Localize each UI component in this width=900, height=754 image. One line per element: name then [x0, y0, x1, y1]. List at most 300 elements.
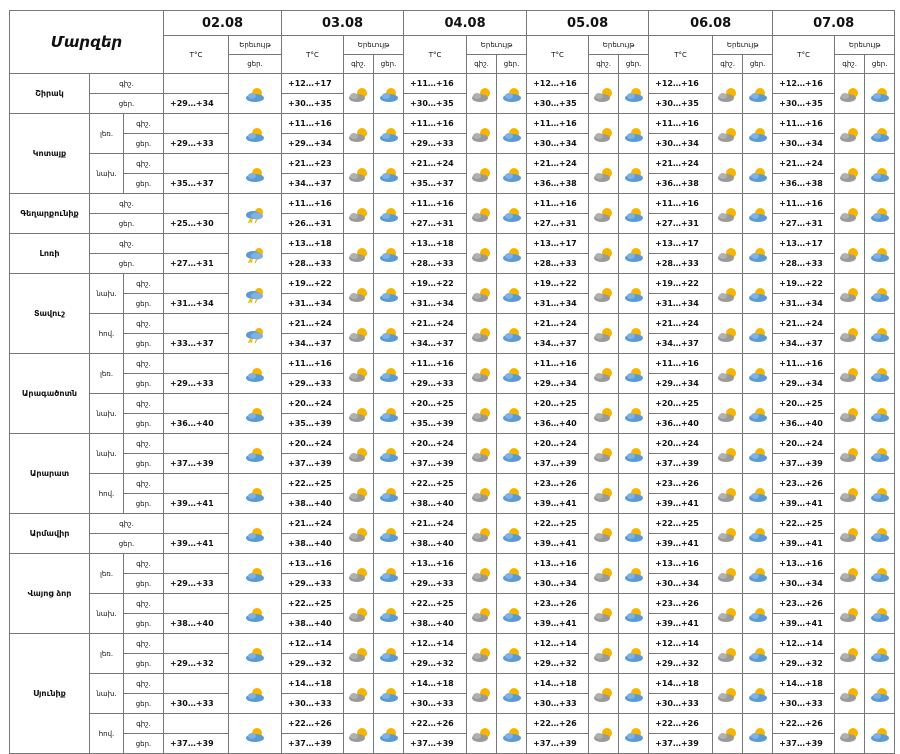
temperature-range: +19…+22	[527, 274, 589, 294]
temperature-range: +14…+18	[404, 674, 467, 694]
temperature-range: +29…+32	[282, 654, 344, 674]
temperature-range: +38…+40	[404, 614, 467, 634]
sun-behind-cloud-icon	[500, 84, 524, 103]
weather-cell	[835, 554, 865, 594]
temperature-range: +11…+16	[527, 114, 589, 134]
sun-behind-cloud-icon	[746, 284, 770, 303]
time-of-day: ցեր.	[90, 534, 164, 554]
temperature-range: +31…+34	[404, 294, 467, 314]
sun-behind-cloud-icon	[500, 204, 524, 223]
weather-cell	[619, 714, 649, 754]
cloud-with-sun-icon	[716, 124, 740, 143]
weather-cell	[374, 514, 404, 554]
thunderstorm-icon	[243, 284, 267, 303]
temperature-range: +11…+16	[649, 354, 713, 374]
temperature-range: +39…+41	[527, 534, 589, 554]
weather-cell	[865, 354, 895, 394]
weather-cell	[713, 714, 743, 754]
time-of-day: գիշ.	[124, 154, 164, 174]
temperature-range: +35…+37	[164, 174, 229, 194]
temperature-range: +21…+24	[282, 314, 344, 334]
cloud-with-sun-icon	[592, 724, 616, 743]
sun-behind-cloud-icon	[243, 484, 267, 503]
temperature-range: +21…+24	[527, 314, 589, 334]
cloud-with-sun-icon	[347, 444, 371, 463]
date-header: 05.08	[527, 11, 649, 36]
phenomena-col-header: Երեւույթ	[467, 36, 527, 55]
weather-cell	[344, 634, 374, 674]
sun-behind-cloud-icon	[500, 524, 524, 543]
table-row	[10, 314, 895, 334]
weather-cell	[467, 514, 497, 554]
sun-behind-cloud-icon	[377, 324, 401, 343]
date-header: 06.08	[649, 11, 773, 36]
sun-behind-cloud-icon	[746, 564, 770, 583]
cloud-with-sun-icon	[347, 204, 371, 223]
sun-behind-cloud-icon	[243, 84, 267, 103]
temperature-range: +29…+32	[404, 654, 467, 674]
sun-behind-cloud-icon	[622, 484, 646, 503]
time-of-day: գիշ.	[124, 554, 164, 574]
weather-cell	[497, 554, 527, 594]
cloud-with-sun-icon	[592, 484, 616, 503]
region-name: Գեղարքունիք	[10, 194, 90, 234]
time-of-day: ցեր.	[124, 494, 164, 514]
sun-behind-cloud-icon	[868, 484, 892, 503]
temperature-range: +29…+34	[164, 94, 229, 114]
sun-behind-cloud-icon	[622, 724, 646, 743]
cloud-with-sun-icon	[470, 684, 494, 703]
cloud-with-sun-icon	[470, 564, 494, 583]
thunderstorm-icon	[243, 244, 267, 263]
cloud-with-sun-icon	[716, 684, 740, 703]
day-subheader: ցեր.	[229, 55, 282, 74]
weather-cell	[743, 154, 773, 194]
weather-cell	[344, 74, 374, 114]
sun-behind-cloud-icon	[746, 644, 770, 663]
weather-cell	[467, 714, 497, 754]
temperature-range: +12…+16	[527, 74, 589, 94]
temperature-range: +36…+40	[164, 414, 229, 434]
weather-cell	[374, 274, 404, 314]
sun-behind-cloud-icon	[377, 84, 401, 103]
temperature-range: +13…+18	[404, 234, 467, 254]
cloud-with-sun-icon	[347, 364, 371, 383]
weather-cell	[467, 114, 497, 154]
temperature-range: +12…+14	[404, 634, 467, 654]
weather-cell	[589, 194, 619, 234]
weather-cell	[619, 114, 649, 154]
table-row	[10, 354, 895, 374]
temp-col-header: T°C	[527, 36, 589, 74]
sun-behind-cloud-icon	[746, 244, 770, 263]
table-row	[10, 394, 895, 414]
cloud-with-sun-icon	[838, 484, 862, 503]
temperature-range: +35…+37	[404, 174, 467, 194]
temperature-range: +22…+25	[282, 594, 344, 614]
cloud-with-sun-icon	[347, 404, 371, 423]
temperature-range: +11…+16	[527, 354, 589, 374]
sun-behind-cloud-icon	[868, 124, 892, 143]
weather-cell	[865, 634, 895, 674]
temperature-range	[164, 394, 229, 414]
weather-cell	[374, 674, 404, 714]
weather-cell	[467, 354, 497, 394]
sun-behind-cloud-icon	[500, 124, 524, 143]
altitude-zone: նախ.	[90, 674, 124, 714]
weather-cell	[467, 434, 497, 474]
cloud-with-sun-icon	[838, 84, 862, 103]
temperature-range: +22…+25	[649, 514, 713, 534]
weather-cell	[619, 514, 649, 554]
cloud-with-sun-icon	[470, 524, 494, 543]
weather-cell	[374, 234, 404, 274]
temperature-range: +11…+16	[649, 114, 713, 134]
sun-behind-cloud-icon	[622, 84, 646, 103]
weather-cell	[229, 674, 282, 714]
temperature-range: +27…+31	[404, 214, 467, 234]
temperature-range	[164, 514, 229, 534]
cloud-with-sun-icon	[470, 724, 494, 743]
cloud-with-sun-icon	[470, 484, 494, 503]
temperature-range: +20…+25	[404, 394, 467, 414]
temperature-range: +31…+34	[527, 294, 589, 314]
temperature-range: +37…+39	[773, 454, 835, 474]
sun-behind-cloud-icon	[746, 484, 770, 503]
cloud-with-sun-icon	[470, 164, 494, 183]
cloud-with-sun-icon	[470, 84, 494, 103]
weather-cell	[374, 594, 404, 634]
temperature-range: +30…+33	[164, 694, 229, 714]
temperature-range: +34…+37	[282, 334, 344, 354]
temp-col-header: T°C	[773, 36, 835, 74]
temperature-range: +12…+16	[649, 74, 713, 94]
time-of-day: ցեր.	[124, 134, 164, 154]
temperature-range: +21…+24	[404, 314, 467, 334]
sun-behind-cloud-icon	[243, 724, 267, 743]
sun-behind-cloud-icon	[622, 124, 646, 143]
temperature-range: +35…+39	[404, 414, 467, 434]
sun-behind-cloud-icon	[377, 484, 401, 503]
weather-cell	[619, 634, 649, 674]
sun-behind-cloud-icon	[377, 644, 401, 663]
region-name: Կոտայք	[10, 114, 90, 194]
temperature-range: +38…+40	[282, 614, 344, 634]
temperature-range: +29…+33	[164, 574, 229, 594]
weather-cell	[344, 594, 374, 634]
time-of-day: գիշ.	[90, 234, 164, 254]
weather-cell	[589, 314, 619, 354]
sun-behind-cloud-icon	[622, 644, 646, 663]
weather-cell	[229, 594, 282, 634]
time-of-day: ցեր.	[124, 374, 164, 394]
weather-cell	[229, 474, 282, 514]
sun-behind-cloud-icon	[243, 604, 267, 623]
weather-cell	[865, 274, 895, 314]
temperature-range: +39…+41	[649, 494, 713, 514]
cloud-with-sun-icon	[470, 604, 494, 623]
temperature-range: +30…+34	[773, 574, 835, 594]
temperature-range: +37…+39	[164, 454, 229, 474]
table-row	[10, 154, 895, 174]
temperature-range: +30…+35	[773, 94, 835, 114]
weather-cell	[374, 714, 404, 754]
sun-behind-cloud-icon	[377, 284, 401, 303]
weather-cell	[467, 674, 497, 714]
weather-cell	[835, 394, 865, 434]
weather-cell	[589, 274, 619, 314]
temperature-range: +22…+25	[282, 474, 344, 494]
weather-cell	[589, 514, 619, 554]
temperature-range: +11…+16	[773, 354, 835, 374]
temperature-range: +20…+24	[404, 434, 467, 454]
temperature-range: +11…+16	[282, 194, 344, 214]
temperature-range: +30…+34	[527, 134, 589, 154]
temperature-range: +35…+39	[282, 414, 344, 434]
sun-behind-cloud-icon	[868, 404, 892, 423]
sun-behind-cloud-icon	[243, 164, 267, 183]
weather-cell	[229, 74, 282, 114]
weather-cell	[467, 314, 497, 354]
weather-cell	[589, 394, 619, 434]
temperature-range: +37…+39	[404, 734, 467, 754]
sun-behind-cloud-icon	[746, 164, 770, 183]
sun-behind-cloud-icon	[622, 164, 646, 183]
weather-cell	[713, 594, 743, 634]
cloud-with-sun-icon	[716, 284, 740, 303]
weather-cell	[467, 274, 497, 314]
temperature-range: +30…+35	[649, 94, 713, 114]
weather-cell	[743, 234, 773, 274]
weather-cell	[467, 74, 497, 114]
temperature-range: +21…+24	[404, 154, 467, 174]
table-row	[10, 274, 895, 294]
temperature-range: +12…+14	[649, 634, 713, 654]
temperature-range: +21…+23	[282, 154, 344, 174]
cloud-with-sun-icon	[470, 204, 494, 223]
temperature-range: +11…+16	[404, 74, 467, 94]
temperature-range	[164, 554, 229, 574]
weather-cell	[497, 434, 527, 474]
cloud-with-sun-icon	[470, 364, 494, 383]
cloud-with-sun-icon	[592, 164, 616, 183]
temperature-range: +36…+40	[527, 414, 589, 434]
time-of-day: ցեր.	[124, 294, 164, 314]
weather-cell	[497, 234, 527, 274]
temperature-range: +20…+24	[649, 434, 713, 454]
temperature-range: +39…+41	[649, 614, 713, 634]
time-of-day: գիշ.	[124, 634, 164, 654]
temperature-range: +33…+37	[164, 334, 229, 354]
weather-cell	[865, 394, 895, 434]
sun-behind-cloud-icon	[622, 364, 646, 383]
temperature-range: +23…+26	[773, 474, 835, 494]
cloud-with-sun-icon	[592, 324, 616, 343]
temperature-range: +31…+34	[773, 294, 835, 314]
sun-behind-cloud-icon	[746, 404, 770, 423]
weather-cell	[229, 234, 282, 274]
weather-cell	[497, 514, 527, 554]
weather-cell	[713, 514, 743, 554]
cloud-with-sun-icon	[347, 484, 371, 503]
date-header: 04.08	[404, 11, 527, 36]
altitude-zone: նախ.	[90, 594, 124, 634]
table-row	[10, 234, 895, 254]
weather-cell	[713, 634, 743, 674]
weather-cell	[713, 234, 743, 274]
temperature-range	[164, 594, 229, 614]
cloud-with-sun-icon	[716, 484, 740, 503]
weather-cell	[743, 674, 773, 714]
weather-cell	[743, 554, 773, 594]
weather-cell	[497, 194, 527, 234]
temperature-range: +20…+24	[282, 434, 344, 454]
temperature-range: +12…+14	[773, 634, 835, 654]
weather-cell	[619, 674, 649, 714]
phenomena-col-header: Երեւույթ	[229, 36, 282, 55]
temperature-range: +39…+41	[773, 614, 835, 634]
sun-behind-cloud-icon	[746, 324, 770, 343]
weather-cell	[865, 194, 895, 234]
temperature-range	[164, 434, 229, 454]
time-of-day: ցեր.	[124, 334, 164, 354]
weather-cell	[344, 434, 374, 474]
weather-cell	[835, 74, 865, 114]
temperature-range: +20…+25	[649, 394, 713, 414]
night-subheader: գիշ.	[589, 55, 619, 74]
table-row	[10, 474, 895, 494]
cloud-with-sun-icon	[716, 364, 740, 383]
table-title: Մարզեր	[10, 11, 164, 74]
sun-behind-cloud-icon	[377, 364, 401, 383]
sun-behind-cloud-icon	[243, 404, 267, 423]
cloud-with-sun-icon	[592, 444, 616, 463]
temperature-range: +29…+34	[773, 374, 835, 394]
weather-cell	[835, 154, 865, 194]
weather-cell	[713, 194, 743, 234]
altitude-zone: հով.	[90, 714, 124, 754]
sun-behind-cloud-icon	[868, 644, 892, 663]
cloud-with-sun-icon	[716, 164, 740, 183]
temperature-range: +11…+16	[649, 194, 713, 214]
region-name: Արմավիր	[10, 514, 90, 554]
weather-cell	[497, 474, 527, 514]
weather-cell	[619, 74, 649, 114]
weather-cell	[229, 154, 282, 194]
sun-behind-cloud-icon	[377, 164, 401, 183]
temperature-range: +29…+32	[773, 654, 835, 674]
altitude-zone: նախ.	[90, 274, 124, 314]
cloud-with-sun-icon	[716, 84, 740, 103]
temperature-range: +21…+24	[773, 314, 835, 334]
sun-behind-cloud-icon	[377, 204, 401, 223]
weather-cell	[229, 194, 282, 234]
temperature-range: +34…+37	[282, 174, 344, 194]
cloud-with-sun-icon	[592, 124, 616, 143]
weather-cell	[344, 394, 374, 434]
cloud-with-sun-icon	[347, 164, 371, 183]
weather-cell	[497, 154, 527, 194]
weather-cell	[229, 274, 282, 314]
time-of-day: գիշ.	[124, 314, 164, 334]
weather-cell	[344, 474, 374, 514]
time-of-day: գիշ.	[124, 594, 164, 614]
weather-cell	[743, 314, 773, 354]
cloud-with-sun-icon	[347, 604, 371, 623]
temperature-range: +29…+33	[282, 374, 344, 394]
temperature-range: +37…+39	[649, 734, 713, 754]
cloud-with-sun-icon	[347, 724, 371, 743]
weather-cell	[344, 274, 374, 314]
sun-behind-cloud-icon	[377, 604, 401, 623]
temperature-range: +11…+16	[773, 114, 835, 134]
temperature-range: +11…+16	[773, 194, 835, 214]
weather-cell	[713, 274, 743, 314]
temperature-range: +13…+17	[649, 234, 713, 254]
cloud-with-sun-icon	[592, 604, 616, 623]
weather-cell	[229, 354, 282, 394]
weather-cell	[835, 634, 865, 674]
temperature-range: +13…+16	[649, 554, 713, 574]
weather-cell	[497, 74, 527, 114]
temperature-range: +22…+26	[282, 714, 344, 734]
sun-behind-cloud-icon	[868, 364, 892, 383]
temperature-range: +25…+30	[164, 214, 229, 234]
sun-behind-cloud-icon	[500, 684, 524, 703]
weather-cell	[743, 354, 773, 394]
temperature-range: +22…+26	[404, 714, 467, 734]
weather-cell	[589, 714, 619, 754]
temperature-range: +11…+16	[404, 114, 467, 134]
temperature-range: +20…+24	[527, 434, 589, 454]
temperature-range: +11…+16	[404, 194, 467, 214]
cloud-with-sun-icon	[592, 524, 616, 543]
weather-cell	[743, 474, 773, 514]
temperature-range: +22…+25	[773, 514, 835, 534]
time-of-day: ցեր.	[124, 734, 164, 754]
weather-cell	[835, 514, 865, 554]
time-of-day: գիշ.	[124, 394, 164, 414]
cloud-with-sun-icon	[592, 564, 616, 583]
weather-cell	[467, 194, 497, 234]
weather-cell	[835, 114, 865, 154]
sun-behind-cloud-icon	[622, 564, 646, 583]
weather-cell	[865, 594, 895, 634]
cloud-with-sun-icon	[838, 604, 862, 623]
weather-cell	[835, 274, 865, 314]
temperature-range: +19…+22	[404, 274, 467, 294]
temperature-range: +34…+37	[404, 334, 467, 354]
weather-cell	[344, 554, 374, 594]
cloud-with-sun-icon	[838, 164, 862, 183]
weather-cell	[497, 274, 527, 314]
sun-behind-cloud-icon	[868, 244, 892, 263]
weather-cell	[619, 474, 649, 514]
temperature-range: +34…+37	[649, 334, 713, 354]
weather-cell	[589, 434, 619, 474]
sun-behind-cloud-icon	[622, 404, 646, 423]
time-of-day: գիշ.	[124, 474, 164, 494]
temperature-range: +29…+34	[527, 374, 589, 394]
weather-cell	[344, 354, 374, 394]
weather-cell	[467, 634, 497, 674]
temperature-range: +23…+26	[649, 594, 713, 614]
weather-cell	[497, 674, 527, 714]
temperature-range: +36…+40	[649, 414, 713, 434]
weather-cell	[835, 674, 865, 714]
sun-behind-cloud-icon	[500, 324, 524, 343]
cloud-with-sun-icon	[470, 404, 494, 423]
